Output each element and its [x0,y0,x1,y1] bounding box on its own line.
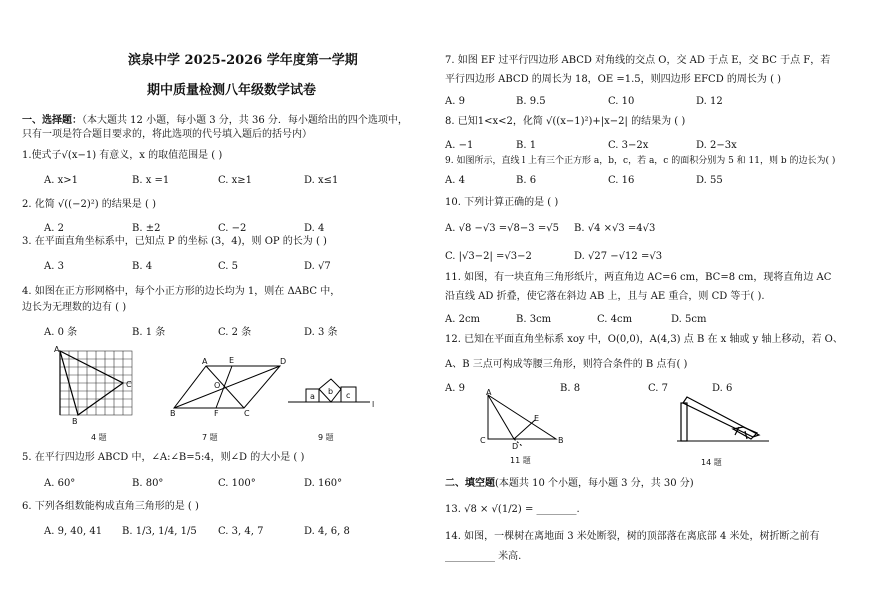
fig7-label-c: C [244,409,250,418]
q6-stem: 6. 下列各组数能构成直角三角形的是 ( ) [22,501,199,512]
q12-stem-line2: A、B 三点可构成等腰三角形，则符合条件的 B 点有( ) [445,359,688,370]
q4-option-c: C. 2 条 [218,327,252,338]
q11-option-c: C. 4cm [597,314,633,325]
section1-intro-line2: 只有一项是符合题目要求的，将此选项的代号填入题后的括号内） [22,129,312,140]
figure-q4-grid [52,345,142,425]
q5-option-c: C. 100° [218,478,256,489]
q12-option-b: B. 8 [560,383,581,394]
q11-stem-line1: 11. 如图，有一块直角三角形纸片，两直角边 AC=6 cm，BC=8 cm，现将直角边 AC [445,272,832,283]
q6-option-a: A. 9, 40, 41 [44,526,103,537]
fig7-label-o: O [214,381,221,390]
fig9-label-l: l [372,400,375,409]
fig11-label-d: D [512,442,519,451]
q1-option-c: C. x≥1 [218,175,253,186]
q7-option-a: A. 9 [445,96,465,107]
figure-q7-parallelogram [170,358,285,418]
section1-intro-line1: （本大题共 12 小题，每小题 3 分，共 36 分．每小题给出的四个选项中， [82,115,408,126]
q3-option-b: B. 4 [132,261,153,272]
q4-option-a: A. 0 条 [44,327,78,338]
q10-option-c: C. |√3−2| =√3−2 [445,251,532,262]
q1-stem: 1.使式子√(x−1) 有意义，x 的取值范围是 ( ) [22,150,223,161]
q2-option-b: B. ±2 [132,223,161,234]
q2-option-d: D. 4 [304,223,325,234]
q5-option-a: A. 60° [44,478,76,489]
q10-option-a: A. √8 −√3 =√8−3 =√5 [445,223,559,234]
fig7-label-f: F [214,409,219,418]
q9-option-b: B. 6 [516,175,537,186]
q4-option-b: B. 1 条 [132,327,166,338]
q9-option-d: D. 55 [696,175,723,186]
q14-stem-line2: __________ 米高. [445,551,522,562]
q8-stem: 8. 已知1<x<2，化简 √((x−1)²)+|x−2| 的结果为 ( ) [445,116,686,127]
fig7-label-a: A [202,357,208,366]
fig11-label-b: B [558,436,564,445]
fig9-label-a: a [310,392,315,401]
q10-option-b: B. √4 ×√3 =4√3 [574,223,656,234]
q1-option-a: A. x>1 [44,175,78,186]
fig4-label-b: B [72,417,78,426]
q3-option-a: A. 3 [44,261,64,272]
fig11-label-c: C [480,436,486,445]
q12-option-d: D. 6 [712,383,733,394]
fig4-caption: 4 题 [91,433,107,442]
q6-option-d: D. 4, 6, 8 [304,526,350,537]
q12-option-a: A. 9 [445,383,465,394]
q2-option-c: C. −2 [218,223,247,234]
q7-stem-line2: 平行四边形 ABCD 的周长为 18，OE =1.5，则四边形 EFCD 的周长为 ( ) [445,74,782,85]
fig4-label-a: A [54,345,60,354]
q13-stem: 13. √8 × √(1/2) = ________. [445,504,580,515]
q4-stem-line1: 4. 如图在正方形网格中，每个小正方形的边长均为 1，则在 ΔABC 中， [22,286,341,297]
q1-option-d: D. x≤1 [304,175,339,186]
fig4-label-c: C [126,380,132,389]
q12-option-c: C. 7 [648,383,669,394]
q11-option-a: A. 2cm [445,314,481,325]
figure-q11-triangle [478,389,573,449]
q3-option-c: C. 5 [218,261,239,272]
section1-title: 一、选择题： [22,115,82,126]
q12-stem-line1: 12. 已知在平面直角坐标系 xoy 中，O(0,0)，A(4,3) 点 B 在 x 轴或 y 轴上移动，若 O、 [445,334,843,345]
exam-title-line2: 期中质量检测八年级数学试卷 [147,83,317,98]
section2-intro: (本题共 10 个小题，每小题 3 分，共 30 分) [495,478,694,489]
q11-option-d: D. 5cm [671,314,707,325]
section2-title: 二、填空题 [445,478,495,489]
q6-option-b: B. 1/3, 1/4, 1/5 [122,526,197,537]
q5-option-d: D. 160° [304,478,343,489]
q8-option-c: C. 3−2x [608,140,649,151]
fig7-caption: 7 题 [202,433,218,442]
fig9-label-c: c [346,391,351,400]
q3-option-d: D. √7 [304,261,331,272]
q11-stem-line2: 沿直线 AD 折叠，使它落在斜边 AB 上，且与 AE 重合，则 CD 等于( ). [445,291,765,302]
q10-stem: 10. 下列计算正确的是 ( ) [445,197,559,208]
q4-stem-line2: 边长为无理数的边有 ( ) [22,302,127,313]
section2-header [445,478,694,490]
fig11-label-a: A [486,388,492,397]
q7-option-d: D. 12 [696,96,723,107]
fig11-label-e: E [534,414,540,423]
q9-option-a: A. 4 [445,175,465,186]
q11-option-b: B. 3cm [516,314,552,325]
fig9-caption: 9 题 [318,433,334,442]
q14-stem-line1: 14. 如图，一棵树在离地面 3 米处断裂，树的顶部落在离底部 4 米处，树折断之前有 [445,531,820,542]
fig7-label-d: D [280,357,287,366]
q9-option-c: C. 16 [608,175,635,186]
q2-stem: 2. 化简 √((−2)²) 的结果是 ( ) [22,199,156,210]
q10-option-d: D. √27 −√12 =√3 [574,251,663,262]
fig11-caption: 11 题 [510,456,531,465]
q8-option-b: B. 1 [516,140,537,151]
q5-option-b: B. 80° [132,478,164,489]
fig9-label-b: b [328,387,334,396]
q8-option-d: D. 2−3x [696,140,737,151]
exam-title-line1: 滨泉中学 2025-2026 学年度第一学期 [128,53,358,68]
q4-option-d: D. 3 条 [304,327,338,338]
q7-option-b: B. 9.5 [516,96,546,107]
q3-stem: 3. 在平面直角坐标系中，已知点 P 的坐标 (3，4)，则 OP 的长为 ( ) [22,236,327,247]
fig7-label-e: E [229,356,235,365]
fig7-label-b: B [170,409,176,418]
q7-stem-line1: 7. 如图 EF 过平行四边形 ABCD 对角线的交点 O，交 AD 于点 E，交 BC 于点 F，若 [445,55,831,66]
figure-q14-broken-tree [673,393,773,448]
q1-option-b: B. x =1 [132,175,170,186]
section1-header [22,115,408,127]
fig14-caption: 14 题 [701,458,722,467]
q6-option-c: C. 3, 4, 7 [218,526,264,537]
q7-option-c: C. 10 [608,96,635,107]
q5-stem: 5. 在平行四边形 ABCD 中，∠A:∠B=5:4，则∠D 的大小是 ( ) [22,452,305,463]
q2-option-a: A. 2 [44,223,64,234]
q9-stem: 9. 如图所示，直线 l 上有三个正方形 a，b，c，若 a，c 的面积分别为 5 和 11，则 b 的边长为( ) [445,156,836,166]
figure-q9-squares [288,375,378,415]
q8-option-a: A. −1 [445,140,474,151]
